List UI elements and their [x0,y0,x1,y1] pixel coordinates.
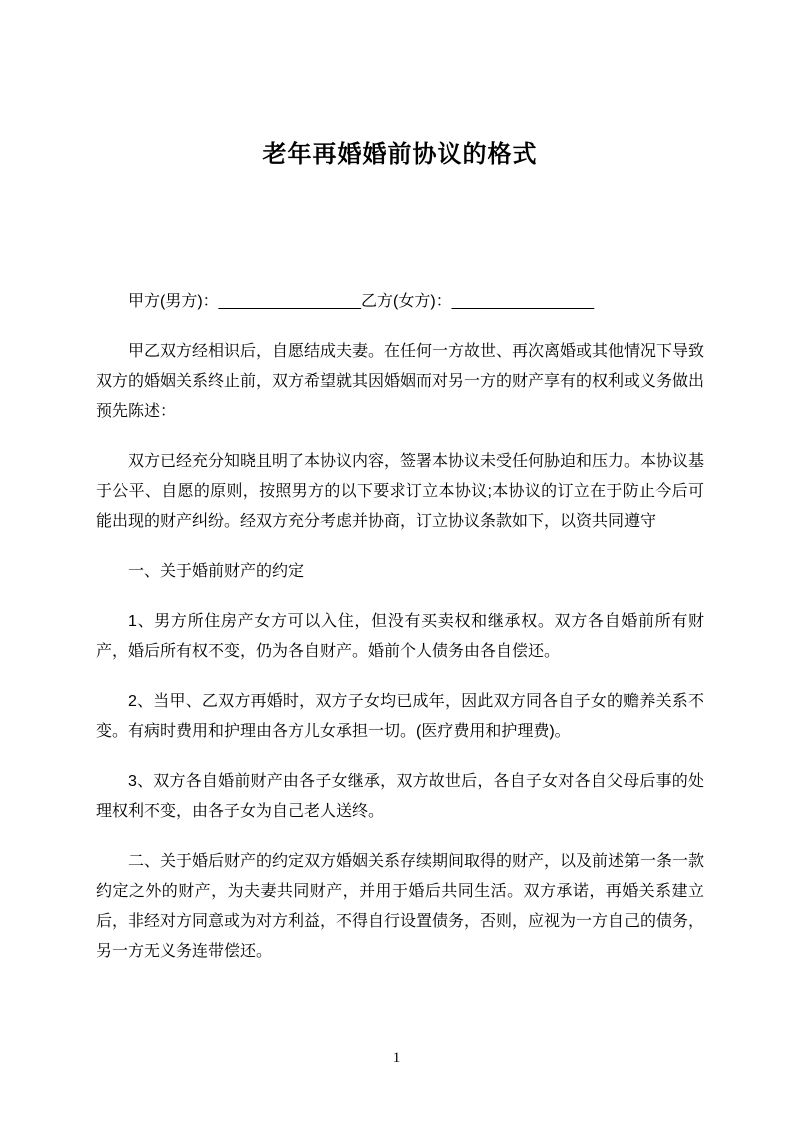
paragraph-declaration: 双方已经充分知晓且明了本协议内容，签署本协议未受任何胁迫和压力。本协议基于公平、自愿的原则，按照男方的以下要求订立本协议;本协议的订立在于防止今后可能出现的财产纠纷。经双方充分考虑并协商，订立协议条款如下，以资共同遵守 [96,453,705,530]
section-2-paragraph: 二、关于婚后财产的约定双方婚姻关系存续期间取得的财产，以及前述第一条一款约定之外的财产，为夫妻共同财产，并用于婚后共同生活。双方承诺，再婚关系建立后，非经对方同意或为对方利益，不得自行设置债务，否则，应视为一方自己的债务，另一方无义务连带偿还。 [96,853,705,960]
party-b-blank: ________________ [451,293,595,310]
party-a-label: 甲方(男方)： [128,293,219,310]
section-1-heading: 一、关于婚前财产的约定 [128,563,305,580]
party-line [96,287,704,317]
party-a-blank: ________________ [218,293,362,310]
party-b-label: 乙方(女方)： [361,293,452,310]
paragraph-intro: 甲乙双方经相识后，自愿结成夫妻。在任何一方故世、再次离婚或其他情况下导致双方的婚姻关系终止前，双方希望就其因婚姻而对另一方的财产享有的权利或义务做出预先陈述： [96,343,705,420]
clause-2: 2、当甲、乙双方再婚时，双方子女均已成年，因此双方同各自子女的赡养关系不变。有病时费用和护理由各方儿女承担一切。(医疗费用和护理费)。 [96,693,704,740]
clause-1: 1、男方所住房产女方可以入住，但没有买卖权和继承权。双方各自婚前所有财产，婚后所有权不变，仍为各自财产。婚前个人债务由各自偿还。 [96,613,704,660]
page-number: 1 [392,1050,401,1066]
clause-3: 3、双方各自婚前财产由各子女继承，双方故世后，各自子女对各自父母后事的处理权利不变，由各子女为自己老人送终。 [96,773,704,820]
document-title: 老年再婚婚前协议的格式 [262,141,538,168]
